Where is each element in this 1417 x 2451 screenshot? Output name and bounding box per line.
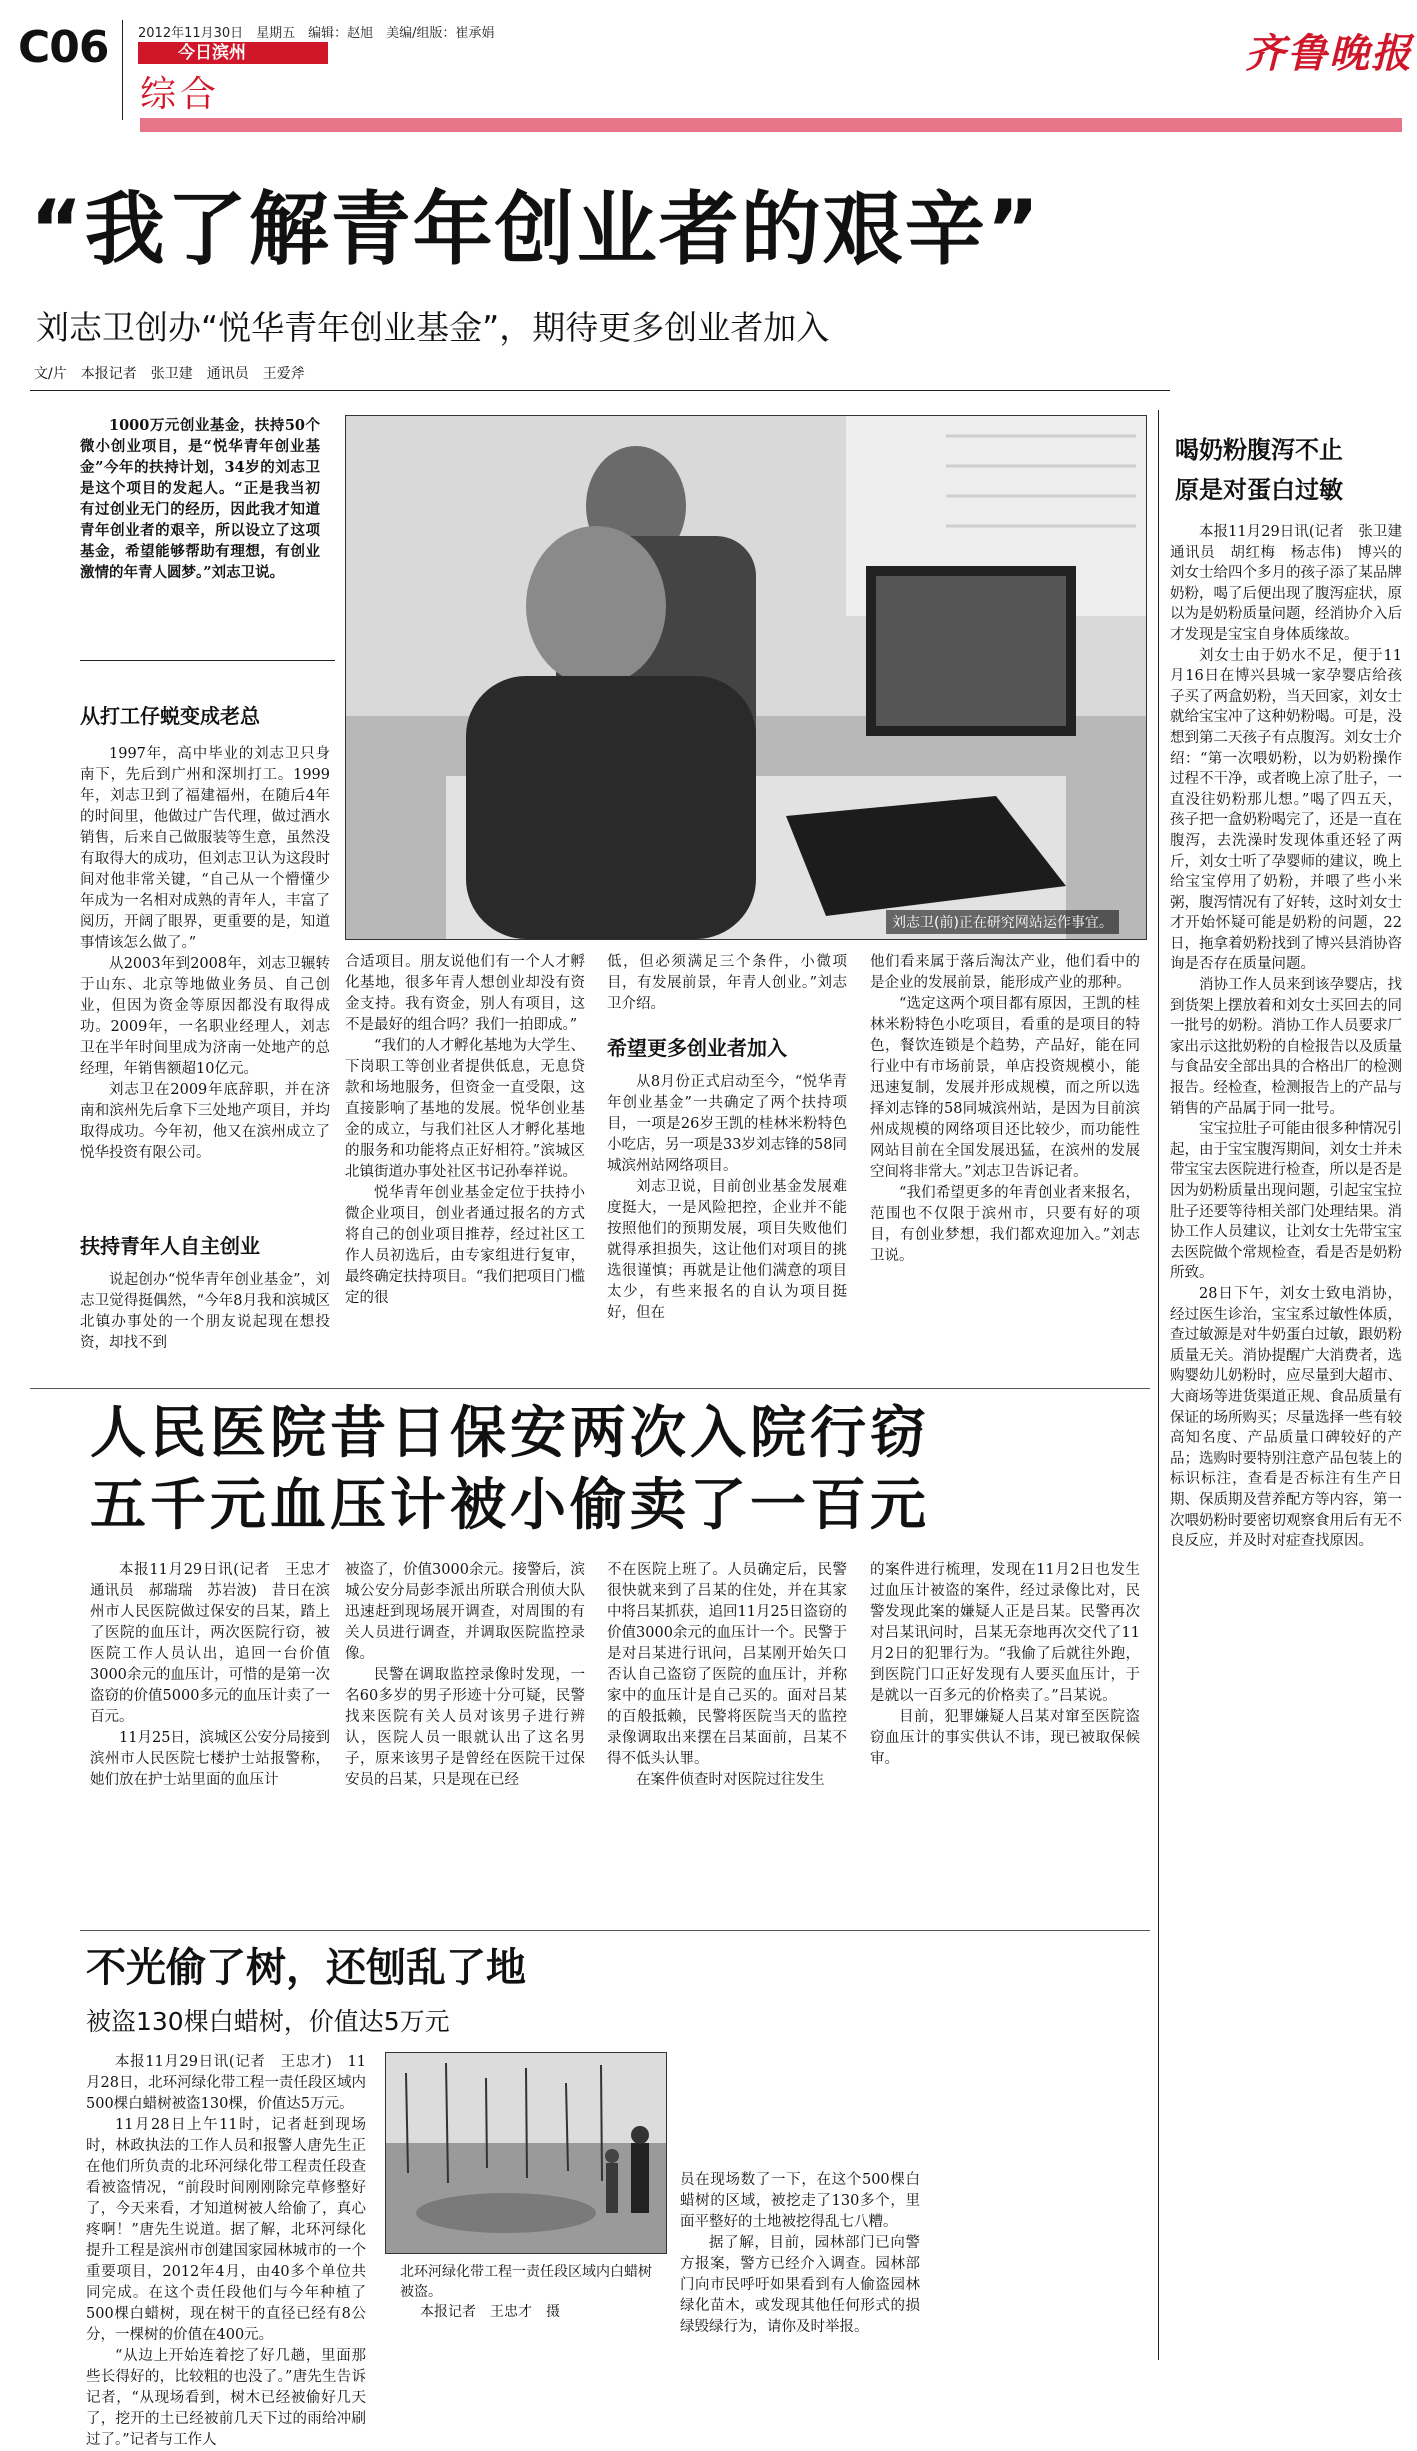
main-col2: 合适项目。朋友说他们有一个人才孵化基地，很多年青人想创业却没有资金支持。我有资金，别人有项目，这不是最好的组合吗？我们一拍即成。” “我们的人才孵化基地为大学生、下岗职工等创业者提供低息，无息贷款和场地服务，但资金一直受限，这直接影响了基地的发展。悦华创业基金的成立，与我们社区人才孵化基地的服务和功能将点正好相符。”滨城区北镇街道办事处社区书记孙奉祥说。 悦华青年创业基金定位于扶持小微企业项目，创业者通过报名的方式将自己的创业项目推荐，经过社区工作人员初选后，由专家组进行复审，最终确定扶持项目。“我们把项目门槛定的很 <box>345 954 585 1306</box>
lead-rule <box>80 660 335 661</box>
hospital-col3: 不在医院上班了。人员确定后，民警很快就来到了吕某的住处，并在其家中将吕某抓获，追回11月25日盗窃的价值3000余元的血压计一个。民警于是对吕某进行讯问，吕某刚开始矢口否认自己盗窃了医院的血压计，并称家中的血压计是自己买的。面对吕某的百般抵赖，民警将医院当天的监控录像调取出来摆在吕某面前，吕某不得不低头认罪。 在案件侦查时对医院过往发生 <box>607 1562 847 1788</box>
masthead-pink-rule <box>140 118 1402 132</box>
tree-subheadline: 被盗130棵白蜡树，价值达5万元 <box>86 2007 450 2036</box>
subhead-hope-more: 希望更多创业者加入 <box>607 1036 787 1060</box>
main-subheadline: 刘志卫创办“悦华青年创业基金”，期待更多创业者加入 <box>36 308 830 347</box>
hospital-headline-1: 人民医院昔日保安两次入院行窃 <box>90 1401 930 1466</box>
subhead-from-worker-to-boss: 从打工仔蜕变成老总 <box>80 704 260 728</box>
sidebar-text: 本报11月29日讯(记者 张卫建 通讯员 胡红梅 杨志伟) 博兴的刘女士给四个多月的孩子添了某品牌奶粉，喝了后便出现了腹泻症状，原以为是奶粉质量问题，经消协介入后才发现是宝宝自身体质缘故。 刘女士由于奶水不足，便于11月16日在博兴县城一家孕婴店给孩子买了两盒奶粉，当天回家，刘女士就给宝宝冲了这种奶粉喝。可是，没想到第二天孩子有点腹泻。刘女士介绍：“第一次喂奶粉，以为奶粉操作过程不干净，或者晚上凉了肚子，一直没往奶粉那儿想。”喝了四五天，孩子把一盒奶粉喝完了，还是一直在腹泻，去洗澡时发现体重还轻了两斤，刘女士听了孕婴师的建议，晚上给宝宝停用了奶粉，并喂了些小米粥，腹泻情况有了好转，这时刘女士才开始怀疑可能是奶粉的问题，22日，拖拿着奶粉找到了博兴县消协咨询是否存在质量问题。 消协工作人员来到该孕婴店，找到货架上摆放着和刘女士买回去的同一批号的奶粉。消协工作人员要求厂家出示这批奶粉的自检报告以及质量与食品安全部出具的合格出厂的检测报告。经检查，检测报告上的产品与销售的产品属于同一批号。 宝宝拉肚子可能由很多种情况引起，由于宝宝腹泻期间，刘女士并未带宝宝去医院进行检查，所以是否是因为奶粉质量出现问题，引起宝宝拉肚子还要等待相关部门处理结果。消协工作人员建议，让刘女士先带宝宝去医院做个常规检查，看是否是奶粉所致。 28日下午，刘女士致电消协，经过医生诊治，宝宝系过敏性体质，查过敏源是对牛奶蛋白过敏，跟奶粉质量无关。消协提醒广大消费者，选购婴幼儿奶粉时，应尽量到大超市、大商场等进货渠道正规、食品质量有保证的场所购买；尽量选择一些有较高知名度、产品质量口碑较好的产品；选购时要特别注意产品包装上的标识标注，查看是否标注有生产日期、保质期及营养配方等内容，第一次喂奶粉时要密切观察食用后有无不良反应，并及时对症查找原因。 <box>1170 524 1417 1550</box>
hospital-col2: 被盗了，价值3000余元。接警后，滨城公安分局彭李派出所联合刑侦大队迅速赶到现场展开调查，对周围的有关人员进行调查，并调取医院监控录像。 民警在调取监控录像时发现，一名60多岁的男子形迹十分可疑，民警找来医院有关人员对该男子进行辨认，医院人员一眼就认出了这名男子，原来该男子是曾经在医院干过保安员的吕某，只是现在已经 <box>345 1562 585 1788</box>
section-tag: 今日滨州 <box>138 42 328 64</box>
page-number: C06 <box>18 22 109 73</box>
tree-headline: 不光偷了树，还刨乱了地 <box>86 1945 526 1991</box>
hospital-col4: 的案件进行梳理，发现在11月2日也发生过血压计被盗的案件，经过录像比对，民警发现此案的嫌疑人正是吕某。民警再次对吕某讯问时，吕某无奈地再次交代了11月2日的犯罪行为。“我偷了后就往外跑，到医院门口正好发现有人要买血压计，于是就以一百多元的价格卖了。”吕某说。 目前，犯罪嫌疑人吕某对窜至医院盗窃血压计的事实供认不讳，现已被取保候审。 <box>870 1562 1140 1767</box>
main-photo <box>345 415 1147 940</box>
main-byline: 文/片 本报记者 张卫建 通讯员 王爱斧 <box>34 366 305 382</box>
sidebar-headline-2: 原是对蛋白过敏 <box>1175 476 1343 504</box>
byline-rule <box>30 390 1170 391</box>
sidebar-divider <box>1158 410 1159 2360</box>
hospital-col1: 本报11月29日讯(记者 王忠才 通讯员 郝瑞瑞 苏岩波) 昔日在滨州市人民医院做过保安的吕某，踏上了医院的血压计，两次医院行窃，被医院工作人员认出，追回一台价值3000余元的血压计，可惜的是第一次盗窃的价值5000多元的血压计卖了一百元。 11月25日，滨城区公安分局接到滨州市人民医院七楼护士站报警称，她们放在护士站里面的血压计 <box>90 1562 345 1788</box>
paper-logo: 齐鲁晚报 <box>1245 30 1413 77</box>
tree-col2: 员在现场数了一下，在这个500棵白蜡树的区域，被挖走了130多个，里面平整好的土地被挖得乱七八糟。 据了解，目前，园林部门已向警方报案，警方已经介入调查。园林部门向市民呼吁如果看到有人偷盗园林绿化苗木，或发现其他任何形式的损绿毁绿行为，请你及时举报。 <box>680 2172 920 2335</box>
section-rule-2 <box>80 1930 1150 1931</box>
hospital-headline-2: 五千元血压计被小偷卖了一百元 <box>90 1473 930 1538</box>
main-lead: 1000万元创业基金，扶持50个微小创业项目，是“悦华青年创业基金”今年的扶持计划，34岁的刘志卫是这个项目的发起人。“正是我当初有过创业无门的经历，因此我才知道青年创业者的艰辛，所以设立了这项基金，希望能够帮助有理想，有创业激情的年青人圆梦。”刘志卫说。 <box>80 417 320 581</box>
sidebar-headline-1: 喝奶粉腹泻不止 <box>1175 436 1343 464</box>
main-headline: “我了解青年创业者的艰辛” <box>30 183 1042 276</box>
masthead-divider <box>122 20 123 120</box>
main-photo-caption: 刘志卫(前)正在研究网站运作事宜。 <box>886 910 1119 934</box>
section-name: 综合 <box>140 74 221 115</box>
tree-photo-illustration <box>386 2053 666 2253</box>
date-line: 2012年11月30日 星期五 编辑：赵旭 美编/组版：崔承娟 <box>138 26 495 41</box>
tree-photo <box>385 2052 667 2254</box>
photo-illustration <box>346 416 1146 939</box>
tree-col1: 本报11月29日讯(记者 王忠才) 11月28日，北环河绿化带工程一责任段区域内500棵白蜡树被盗130棵，价值达5万元。 11月28日上午11时，记者赶到现场时，林政执法的工作人员和报警人唐先生正在他们所负责的北环河绿化带工程责任段查看被盗情况，“前段时间刚刚除完草修整好了，今天来看，才知道树被人给偷了，真心疼啊！”唐先生说道。据了解，北环河绿化提升工程是滨州市创建国家园林城市的一个重要项目，2012年4月，由40多个单位共同完成。在这个责任段他们与今年种植了500棵白蜡树，现在树干的直径已经有8公分，一棵树的价值在400元。 “从边上开始连着挖了好几趟，里面那些长得好的，比较粗的也没了。”唐先生告诉记者，“从现场看到，树木已经被偷好几天了，挖开的土已经被前几天下过的雨给冲刷过了。”记者与工作人 <box>86 2054 366 2448</box>
main-col4: 他们看来属于落后淘汰产业，他们看中的是企业的发展前景，能形成产业的那种。 “选定这两个项目都有原因，王凯的桂林米粉特色小吃项目，看重的是项目的特色，餐饮连锁是个趋势，产品好，能在同行业中有市场前景，单店投资规模小，能迅速复制，发展并形成规模，而之所以选择刘志锋的58同城滨州站，是因为目前滨州成规模的网络项目还比较少，而功能性网站目前在全国发展迅猛，在滨州的发展空间将非常大。”刘志卫告诉记者。 “我们希望更多的年青创业者来报名，范围也不仅限于滨州市，只要有好的项目，有创业梦想，我们都欢迎加入。”刘志卫说。 <box>870 954 1140 1264</box>
main-col1-end: 说起创办“悦华青年创业基金”，刘志卫觉得挺偶然，“今年8月我和滨城区北镇办事处的一个朋友说起现在想投资，却找不到 <box>80 1272 330 1351</box>
main-col3a: 低，但必须满足三个条件，小微项目，有发展前景，年青人创业。”刘志卫介绍。 <box>607 954 847 1012</box>
main-col3b: 从8月份正式启动至今，“悦华青年创业基金”一共确定了两个扶持项目，一项是26岁王凯的桂林米粉特色小吃店，另一项是33岁刘志锋的58同城滨州站网络项目。 刘志卫说，目前创业基金发展难度挺大，一是风险把控，企业并不能按照他们的预期发展，项目失败他们就得承担损失，这让他们对项目的挑选很谨慎；再就是让他们满意的项目太少，有些来报名的自认为项目挺好，但在 <box>607 1074 847 1321</box>
tree-photo-caption: 北环河绿化带工程一责任段区域内白蜡树被盗。 本报记者 王忠才 摄 <box>400 2264 652 2320</box>
main-col1: 1997年，高中毕业的刘志卫只身南下，先后到广州和深圳打工。1999年，刘志卫到了福建福州，在随后4年的时间里，他做过广告代理，做过酒水销售，后来自己做服装等生意，虽然没有取得大的成功，但刘志卫认为这段时间对他非常关键，“自己从一个懵懂少年成为一名相对成熟的青年人，丰富了阅历，开阔了眼界，更重要的是，知道事情该怎么做了。” 从2003年到2008年，刘志卫辗转于山东、北京等地做业务员、自己创业，但因为资金等原因都没有取得成功。2009年，一名职业经理人，刘志卫在半年时间里成为济南一处地产的总经理，年销售额超10亿元。 刘志卫在2009年底辞职，并在济南和滨州先后拿下三处地产项目，并均取得成功。今年初，他又在滨州成立了悦华投资有限公司。 <box>80 746 330 1161</box>
subhead-support-youth: 扶持青年人自主创业 <box>80 1234 260 1258</box>
section-rule-1 <box>30 1388 1150 1389</box>
